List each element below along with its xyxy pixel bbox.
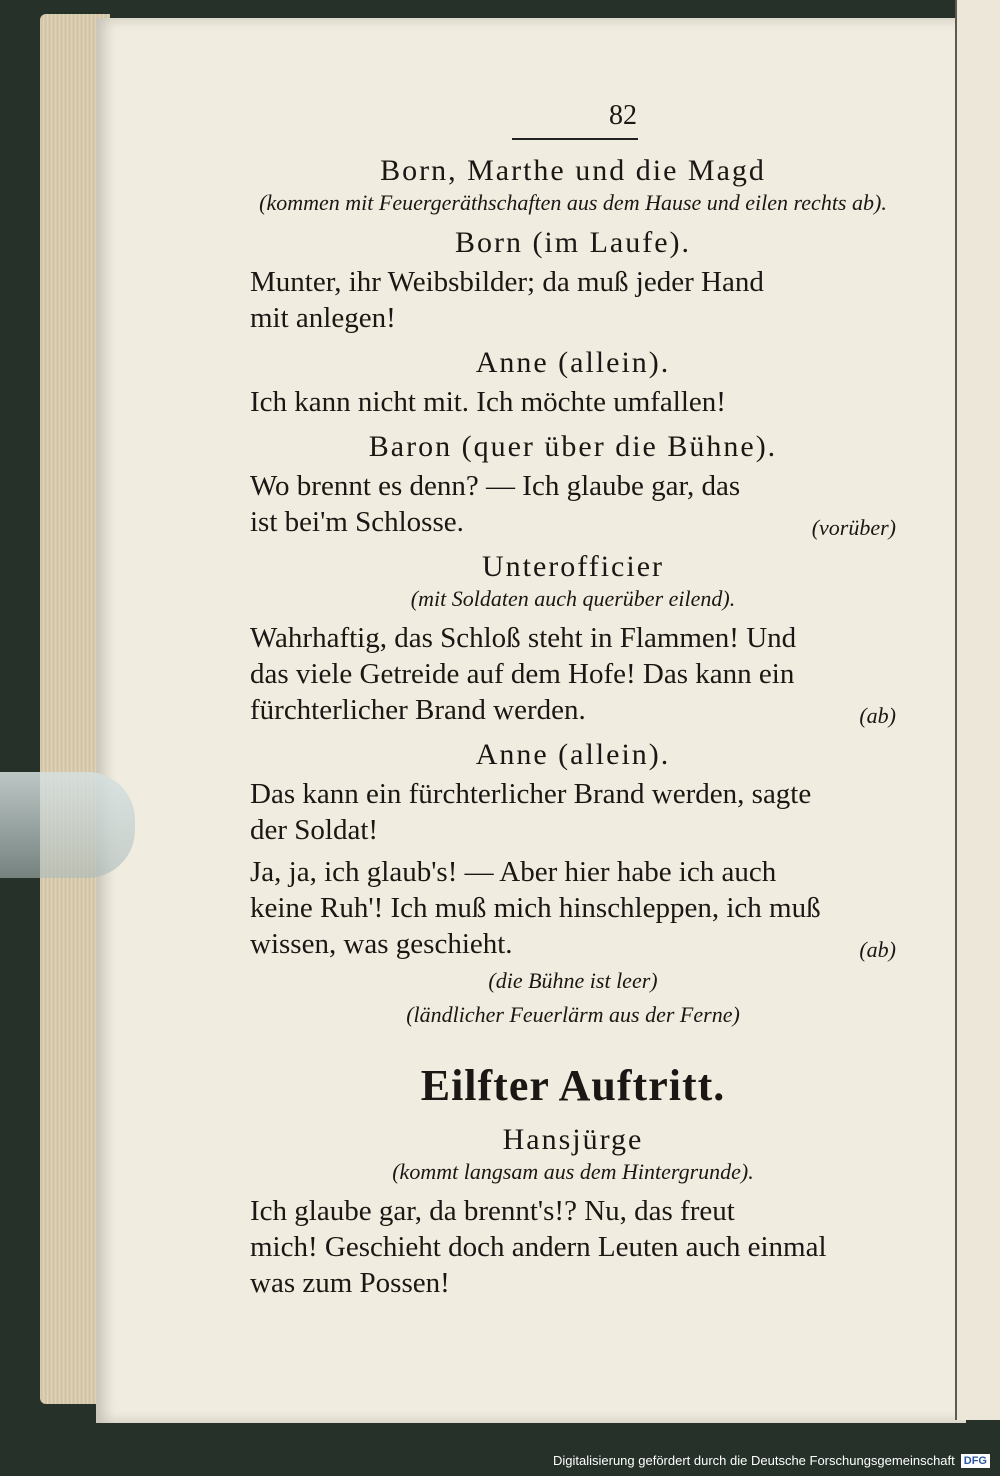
stage-direction: (ländlicher Feuerlärm aus der Ferne)	[406, 1002, 740, 1027]
facing-page-edge	[955, 0, 1000, 1420]
speech-line: Ich kann nicht mit. Ich möchte umfallen!	[250, 386, 726, 418]
speech-line: das viele Getreide auf dem Hofe! Das kann ein	[250, 658, 795, 690]
stage-direction: (mit Soldaten auch querüber eilend).	[410, 586, 736, 611]
scene-heading: Eilfter Auftritt.	[420, 1061, 726, 1110]
speech	[250, 468, 896, 540]
speech-line: Munter, ihr Weibsbilder; da muß jeder Hand	[250, 266, 764, 298]
exit-direction: (vorüber)	[811, 515, 896, 540]
exit-direction: (ab)	[859, 703, 896, 728]
dfg-logo: DFG	[961, 1454, 990, 1468]
speech	[250, 620, 896, 728]
speech-line: fürchterlicher Brand werden. (ab)	[250, 692, 896, 728]
speech-line: Das kann ein fürchterlicher Brand werden, sagte	[250, 778, 812, 810]
stage-direction: (die Bühne ist leer)	[488, 968, 658, 993]
header-rule	[512, 138, 638, 140]
speech-line: Wahrhaftig, das Schloß steht in Flammen! Und	[250, 622, 797, 654]
stage-direction: (kommen mit Feuergeräthschaften aus dem Hause und eilen rechts ab).	[259, 190, 887, 215]
speech	[250, 264, 896, 336]
speech-line: keine Ruh'! Ich muß mich hinschleppen, ich muß	[250, 892, 821, 924]
speech-line: Ich glaube gar, da brennt's!? Nu, das freut	[250, 1195, 735, 1227]
speaker-name: Born (im Laufe).	[454, 226, 692, 259]
speaker-name: Baron (quer über die Bühne).	[368, 430, 778, 463]
speech-line: ist bei'm Schlosse. (vorüber)	[250, 504, 896, 540]
page-number: 82	[609, 100, 637, 131]
speech	[250, 854, 896, 962]
speaker-name: Hansjürge	[502, 1123, 644, 1156]
stage-direction: (kommt langsam aus dem Hintergrunde).	[392, 1159, 754, 1184]
footer	[553, 1453, 990, 1468]
speech-line: Wo brennt es denn? — Ich glaube gar, das	[250, 470, 741, 502]
speech	[250, 1193, 896, 1301]
speech-line: der Soldat!	[250, 814, 379, 846]
speech-line: was zum Possen!	[250, 1267, 450, 1299]
speech-line: Ja, ja, ich glaub's! — Aber hier habe ich auch	[250, 856, 777, 888]
speaker-name: Born, Marthe und die Magd	[380, 154, 766, 187]
speaker-name: Unterofficier	[481, 550, 665, 583]
footer-credit: Digitalisierung gefördert durch die Deutsche Forschungsgemeinschaft	[552, 1453, 955, 1468]
text-blocks	[250, 154, 896, 1301]
speech-line: wissen, was geschieht. (ab)	[250, 926, 896, 962]
exit-direction: (ab)	[859, 937, 896, 962]
page-clip	[0, 772, 135, 878]
speaker-name: Anne (allein).	[475, 346, 671, 379]
speech	[250, 776, 896, 848]
speech-line: mich! Geschieht doch andern Leuten auch einmal	[250, 1231, 827, 1263]
speech	[250, 384, 896, 420]
page-text	[250, 90, 896, 1307]
speech-line: mit anlegen!	[250, 302, 396, 334]
speaker-name: Anne (allein).	[475, 738, 671, 771]
